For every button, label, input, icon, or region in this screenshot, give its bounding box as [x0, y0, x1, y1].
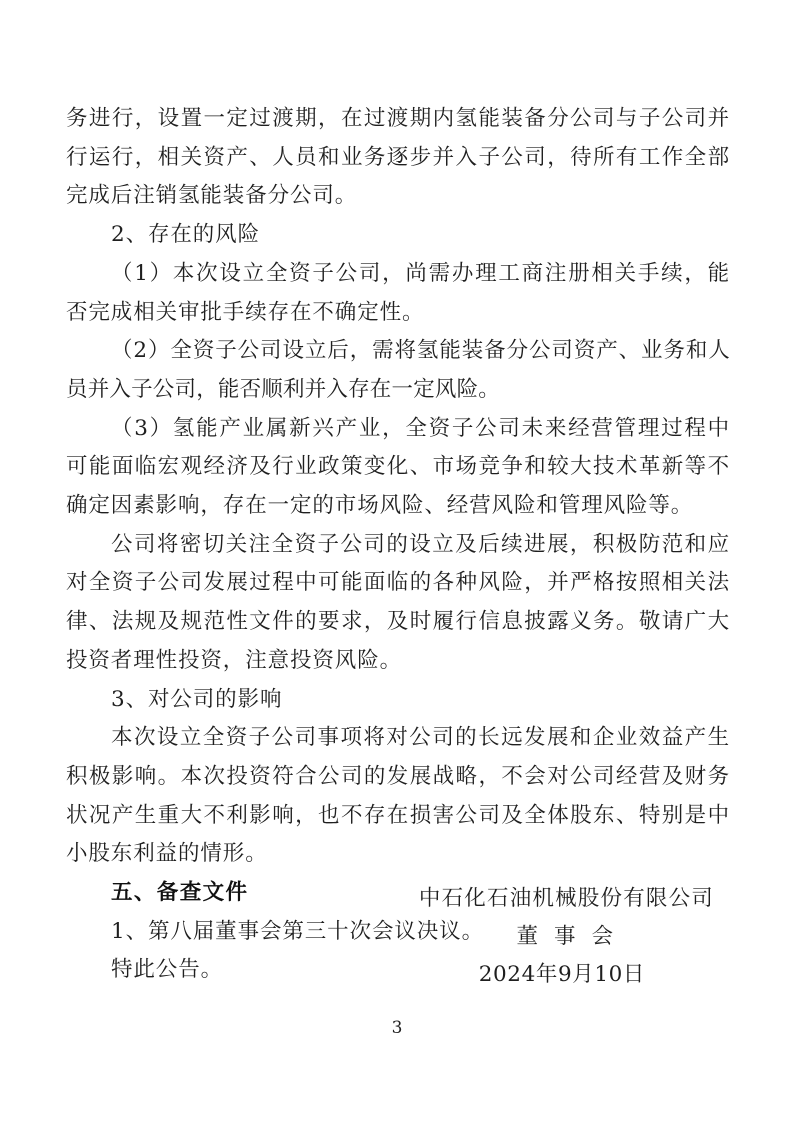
company-impact-statement: 本次设立全资子公司事项将对公司的长远发展和企业效益产生积极影响。本次投资符合公司的发展战略，不会对公司经营及财务状况产生重大不利影响，也不存在损害公司及全体股东、特别是中小股东利益的情形。 — [66, 725, 730, 867]
reference-document-item-1: 1、第八届董事会第三十次会议决议。 — [111, 918, 484, 944]
section-heading-reference-documents: 五、备查文件 — [111, 880, 249, 906]
signature-company-name: 中石化石油机械股份有限公司 — [418, 886, 714, 911]
risk-item-1: （1）本次设立全资子公司，尚需办理工商注册相关手续，能否完成相关审批手续存在不确定性。 — [66, 260, 730, 325]
signature-board-of-directors: 董事会 — [516, 924, 629, 949]
risk-management-statement: 公司将密切关注全资子公司的设立及后续进展，积极防范和应对全资子公司发展过程中可能面临的各种风险，并严格按照相关法律、法规及规范性文件的要求，及时履行信息披露义务。敬请广大投资者理性投资，注意投资风险。 — [66, 531, 730, 673]
page-number: 3 — [391, 1018, 403, 1038]
closing-statement: 特此公告。 — [111, 957, 224, 983]
risk-item-2: （2）全资子公司设立后，需将氢能装备分公司资产、业务和人员并入子公司，能否顺利并入存在一定风险。 — [66, 338, 730, 402]
section-heading-company-impact: 3、对公司的影响 — [111, 686, 283, 712]
section-heading-existing-risks: 2、存在的风险 — [111, 222, 260, 248]
paragraph-continued: 务进行，设置一定过渡期，在过渡期内氢能装备分公司与子公司并行运行，相关资产、人员和业务逐步并入子公司，待所有工作全部完成后注销氢能装备分公司。 — [66, 106, 730, 209]
signature-date: 2024年9月10日 — [478, 962, 645, 987]
document-body — [66, 100, 730, 990]
risk-item-3: （3）氢能产业属新兴产业，全资子公司未来经营管理过程中可能面临宏观经济及行业政策变化、市场竞争和较大技术革新等不确定因素影响，存在一定的市场风险、经营风险和管理风险等。 — [66, 415, 730, 519]
